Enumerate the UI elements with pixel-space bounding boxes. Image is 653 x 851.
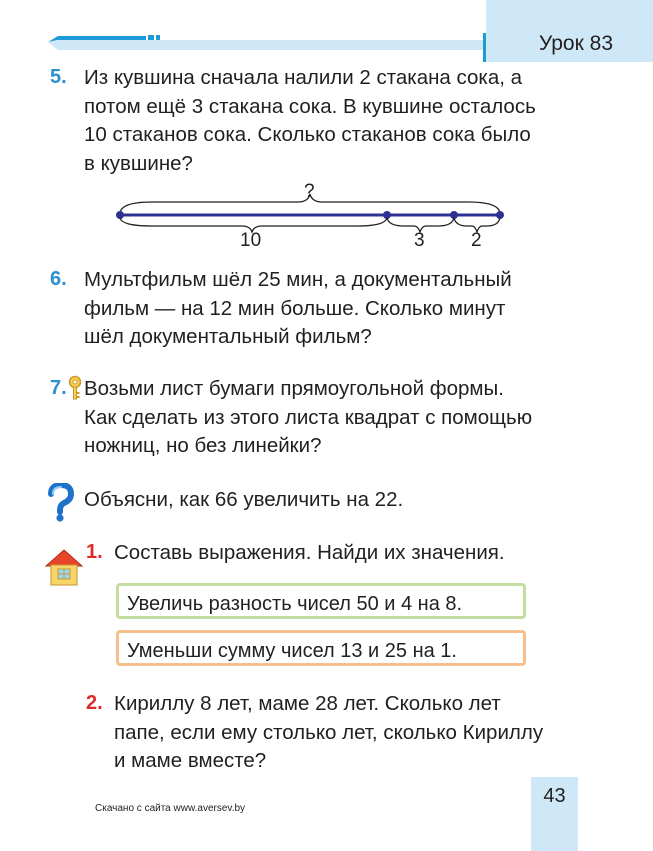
task-5-line-1: Из кувшина сначала налили 2 стакана сока, а (84, 66, 523, 89)
page-number: 43 (543, 785, 566, 807)
task-5-line-2: потом ещё 3 стакана сока. В кувшине осталось (84, 94, 536, 118)
segment-scheme (112, 180, 512, 254)
home-task-2-line-1: Кириллу 8 лет, маме 28 лет. Сколько лет (114, 692, 501, 715)
segment-label-2: 2 (471, 230, 482, 251)
task-5-line-4: в кувшине? (84, 151, 193, 175)
lesson-tab-border (483, 33, 486, 62)
point-b (450, 211, 458, 219)
point-start (116, 211, 124, 219)
header-decoration (48, 34, 488, 50)
question-text (84, 486, 584, 515)
home-task-1-number: 1. (86, 541, 103, 563)
house-icon (44, 548, 84, 588)
task-6-line-1: Мультфильм шёл 25 мин, а документальный (84, 268, 512, 291)
task-6-number: 6. (50, 268, 67, 290)
question-mark-icon (46, 483, 74, 523)
task-5-line-3: 10 стаканов сока. Сколько стаканов сока было (84, 123, 531, 146)
point-end (496, 211, 504, 219)
source-note: Скачано с сайта www.aversev.by (95, 803, 246, 814)
task-7-line-1: Возьми лист бумаги прямоугольной формы. (84, 377, 504, 400)
task-6-text (84, 266, 584, 352)
task-6-line-2: фильм — на 12 мин больше. Сколько минут (84, 296, 506, 320)
lesson-label: Урок 83 (538, 32, 613, 55)
task-5-number: 5. (50, 66, 67, 88)
page-number-tab (531, 777, 578, 851)
home-task-2-text (114, 690, 576, 776)
task-6-line-3: шёл документальный фильм? (84, 325, 372, 348)
segment-label-10: 10 (240, 230, 262, 251)
key-icon (67, 375, 83, 401)
task-7-number: 7. (50, 377, 67, 399)
lesson-tab (486, 0, 653, 62)
task-7-text (84, 375, 584, 461)
home-task-1-line: Составь выражения. Найди их значения. (114, 541, 505, 564)
home-task-2-line-3: и маме вместе? (114, 749, 267, 772)
question-line: Объясни, как 66 увеличить на 22. (84, 488, 404, 511)
home-task-2-number: 2. (86, 692, 103, 714)
home-task-2-line-2: папе, если ему столько лет, сколько Кириллу (114, 720, 544, 744)
home-task-1-text (114, 539, 574, 568)
task-7-line-2: Как сделать из этого листа квадрат с помощью (84, 405, 533, 429)
segment-label-3: 3 (414, 230, 425, 251)
point-a (383, 211, 391, 219)
task-7-line-3: ножниц, но без линейки? (84, 434, 322, 457)
task-5-text (84, 64, 584, 178)
expression-box-1: Увеличь разность чисел 50 и 4 на 8. (116, 583, 526, 619)
total-label: ? (304, 181, 315, 202)
expression-box-2: Уменьши сумму чисел 13 и 25 на 1. (116, 630, 526, 666)
